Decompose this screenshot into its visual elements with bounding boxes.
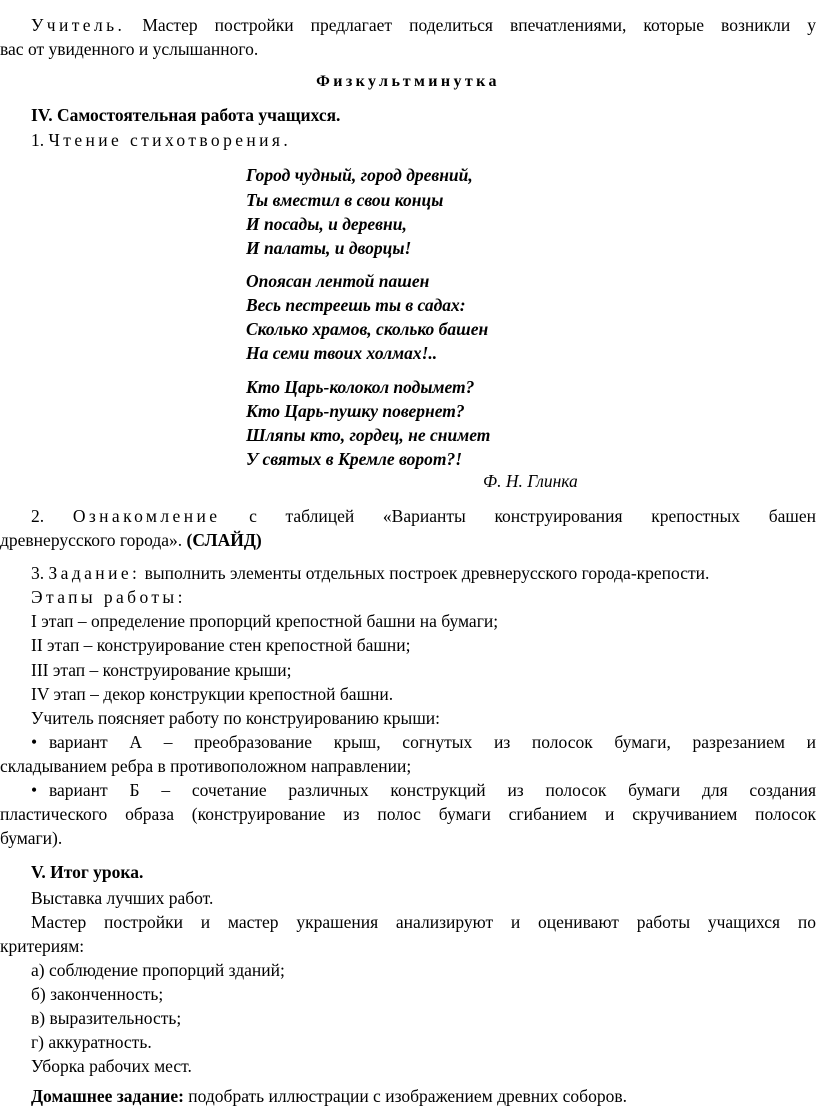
poem-line: Шляпы кто, гордец, не снимет — [246, 425, 491, 445]
analysis-line-2: критериям: — [0, 936, 85, 956]
criteria-item: в) выразительность; — [31, 1008, 182, 1028]
bullet-a-text: вариант А – преобразование крыш, согнутых из полосок бумаги, разрезанием и — [49, 732, 816, 752]
poem-line: Весь пестреешь ты в садах: — [246, 295, 466, 315]
item-2-text: с таблицей «Варианты конструирования крепостных башен — [249, 506, 816, 526]
criteria-item: а) соблюдение пропорций зданий; — [31, 960, 285, 980]
item-1-number: 1. — [31, 130, 45, 150]
item-2-number: 2. — [31, 506, 45, 526]
poem-line: И палаты, и дворцы! — [246, 238, 412, 258]
section-4-heading: IV. Самостоятельная работа учащихся. — [31, 105, 341, 125]
stage-item: III этап – конструирование крыши; — [31, 660, 292, 680]
bullet-b-line-1 — [31, 779, 816, 801]
homework-line — [31, 1085, 816, 1107]
poem-author: Ф. Н. Глинка — [483, 471, 578, 491]
stage-item: I этап – определение пропорций крепостной башни на бумаги; — [31, 611, 499, 631]
analysis-line-1: Мастер постройки и мастер украшения анализируют и оценивают работы учащихся по — [31, 912, 816, 932]
cleanup-line: Уборка рабочих мест. — [31, 1056, 192, 1076]
fizkultminutka-heading: Физкультминутка — [316, 73, 500, 90]
intro-line-1 — [31, 14, 816, 36]
bullet-b-line-3: бумаги). — [0, 828, 63, 848]
exhibition-line: Выставка лучших работ. — [31, 888, 214, 908]
bullet-b-line-2: пластического образа (конструирование из полос бумаги сгибанием и скручиванием полосок — [0, 804, 816, 824]
item-3-line — [31, 562, 816, 584]
poem-line: Сколько храмов, сколько башен — [246, 319, 489, 339]
bullet-a-line-2: складыванием ребра в противоположном направлении; — [0, 756, 412, 776]
intro-line-2: вас от увиденного и услышанного. — [0, 39, 259, 59]
bullet-icon: • — [31, 780, 38, 800]
section-5-heading: V. Итог урока. — [31, 862, 144, 882]
item-1-text: Чтение стихотворения. — [48, 130, 292, 150]
item-1 — [31, 129, 816, 151]
slide-label: (СЛАЙД) — [186, 530, 262, 550]
item-3-text: выполнить элементы отдельных построек древнерусского города-крепости. — [144, 563, 710, 583]
poem-line: Кто Царь-колокол подымет? — [246, 377, 475, 397]
teacher-explains: Учитель поясняет работу по конструированию крыши: — [31, 708, 441, 728]
poem-line: Кто Царь-пушку повернет? — [246, 401, 465, 421]
homework-label: Домашнее задание: — [31, 1086, 184, 1106]
bullet-icon: • — [31, 732, 38, 752]
item-3-number: 3. — [31, 563, 45, 583]
bullet-a-line-1 — [31, 731, 816, 753]
bullet-b-text: вариант Б – сочетание различных конструкций из полосок бумаги для создания — [49, 780, 816, 800]
poem-line: На семи твоих холмах!.. — [246, 343, 438, 363]
poem-line: Ты вместил в свои концы — [246, 190, 444, 210]
criteria-item: г) аккуратность. — [31, 1032, 152, 1052]
item-2-line-2 — [0, 529, 816, 551]
poem-line: Опоясан лентой пашен — [246, 271, 430, 291]
poem-line: У святых в Кремле ворот?! — [246, 449, 463, 469]
poem-line: Город чудный, город древний, — [246, 165, 473, 185]
criteria-item: б) законченность; — [31, 984, 164, 1004]
stages-label: Этапы работы: — [31, 587, 186, 607]
homework-text: подобрать иллюстрации с изображением древних соборов. — [183, 1086, 627, 1106]
stage-item: II этап – конструирование стен крепостной башни; — [31, 635, 411, 655]
item-2-line-1 — [31, 505, 816, 527]
intro-text-1: Мастер постройки предлагает поделиться впечатлениями, которые возникли у — [125, 15, 816, 35]
stage-item: IV этап – декор конструкции крепостной башни. — [31, 684, 394, 704]
poem-line: И посады, и деревни, — [246, 214, 407, 234]
speaker-label: Учитель. — [31, 15, 126, 35]
item-2-text-cont: древнерусского города». — [0, 530, 183, 550]
item-2-label: Ознакомление — [72, 506, 221, 526]
item-3-label: Задание: — [48, 563, 141, 583]
